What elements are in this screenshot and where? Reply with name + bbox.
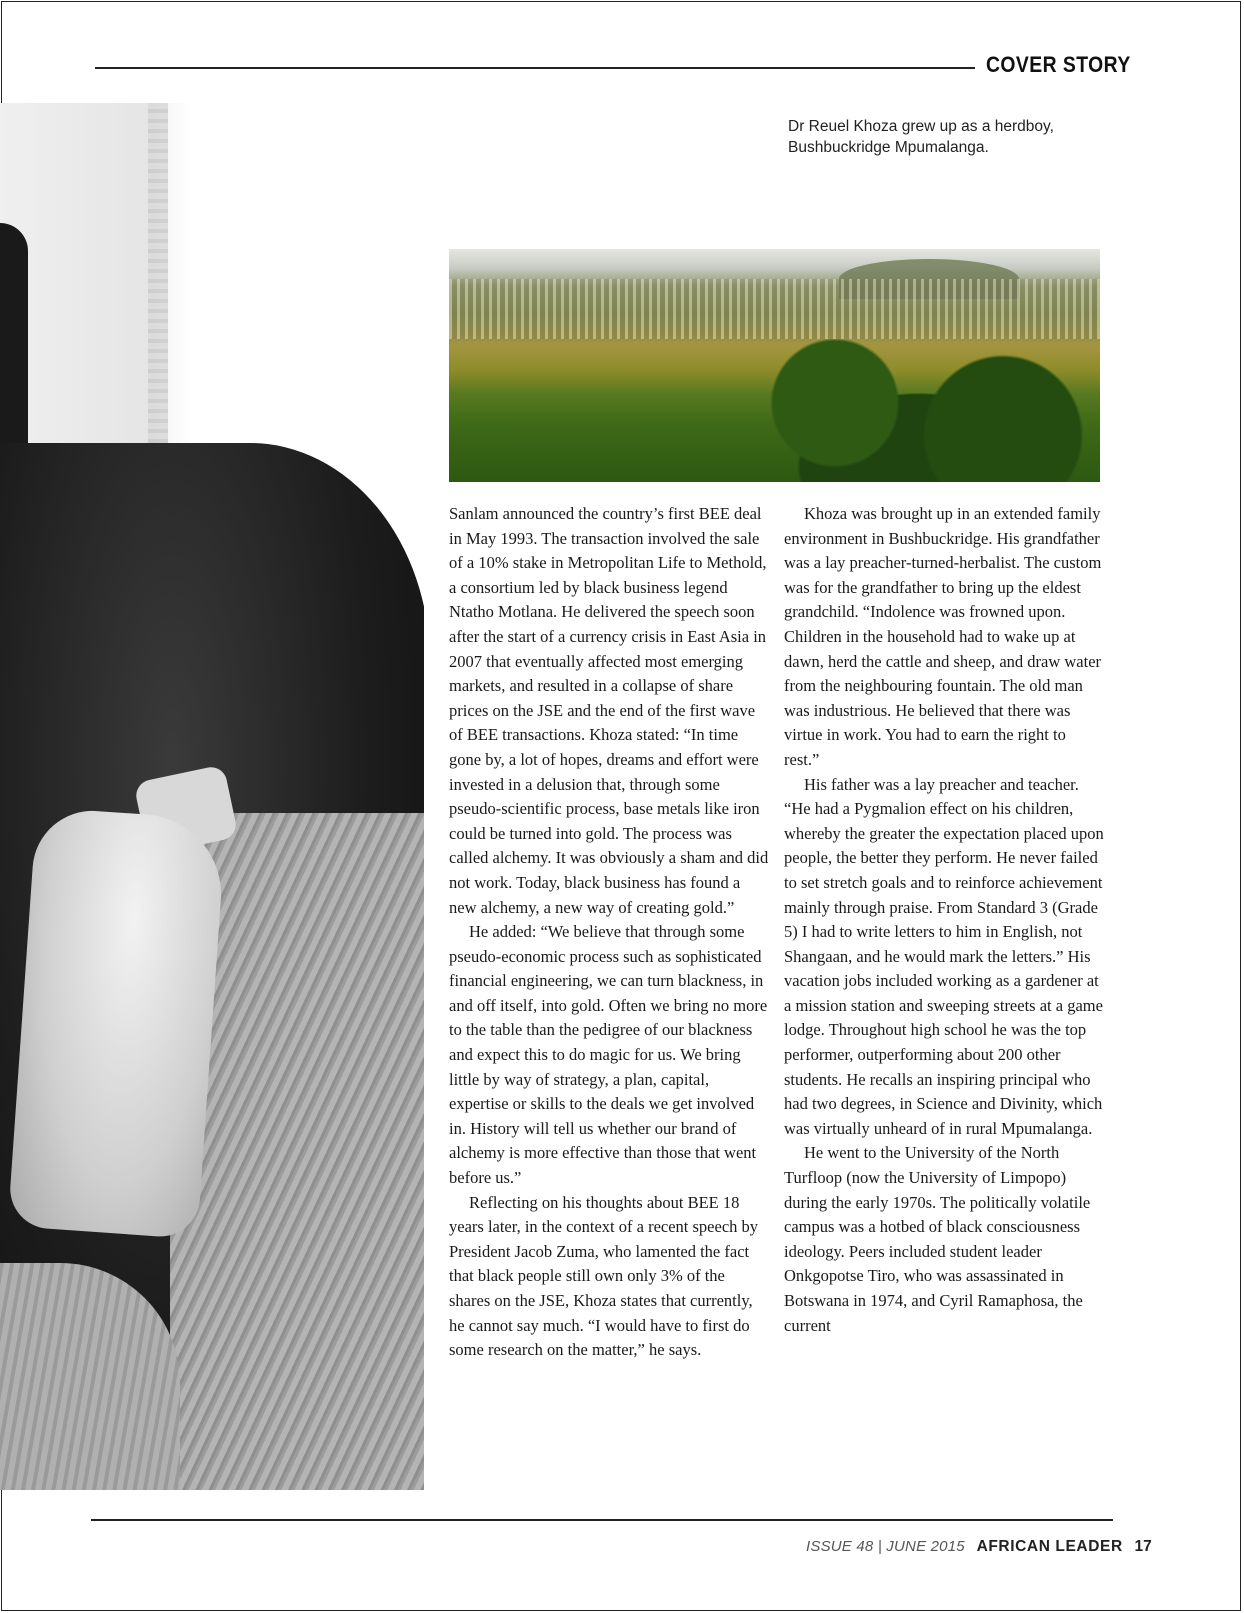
article-paragraph: Sanlam announced the country’s first BEE deal in May 1993. The transaction involved the sale of a 10% stake in Metropolitan Life to Methold, a consortium led by black business legend Ntatho Motlana. He delivered the speech soon after the start of a currency crisis in East Asia in 2007 that eventually affected most emerging markets, and resulted in a collapse of share prices on the JSE and the end of the first wave of BEE transactions. Khoza stated: “In time gone by, a lot of hopes, dreams and effort were invested in a delusion that, through some pseudo-scientific process, base metals like iron could be turned into gold. The process was called alchemy. It was obviously a sham and did not work. Today, black business has found a new alchemy, a new way of creating gold.” [449,504,769,917]
issue-info: ISSUE 48 | JUNE 2015 [806,1538,965,1555]
header-rule [95,67,975,69]
caption-line-1: Dr Reuel Khoza grew up as a herdboy, [788,118,1054,135]
magazine-name: AFRICAN LEADER [976,1538,1123,1555]
article-column-right [784,502,1104,1338]
photo-caption [788,116,1118,158]
landscape-trees [709,339,1100,482]
landscape-town [449,279,1100,339]
page-number: 17 [1134,1538,1152,1555]
portrait-photo [0,103,424,1490]
article-paragraph: His father was a lay preacher and teacher. “He had a Pygmalion effect on his children, whereby the greater the expectation placed upon people, the better they perform. He never failed to set stretch goals and to reinforce achievement mainly through praise. From Standard 3 (Grade 5) I had to write letters to him in English, not Shangaan, and he would mark the letters.” His vacation jobs included working as a gardener at a mission station and sweeping streets at a game lodge. Throughout high school he was the top performer, outperforming about 200 other students. He recalls an inspiring principal who had two degrees, in Science and Divinity, which was virtually unheard of in rural Mpumalanga. [784,774,1104,1138]
caption-line-2: Bushbuckridge Mpumalanga. [788,139,989,156]
article-paragraph: He added: “We believe that through some pseudo-economic process such as sophisticated financial engineering, we can turn blackness, in and off itself, into gold. Often we bring no more to the table than the pedigree of our blackness and expect this to do magic for us. We bring little by way of strategy, a plan, capital, expertise or skills to the deals we get involved in. History will tell us whether our brand of alchemy is more effective than those that went before us.” [449,922,768,1188]
page-footer [806,1538,1152,1556]
article-paragraph: Reflecting on his thoughts about BEE 18 years later, in the context of a recent speech by President Jacob Zuma, who lamented the fact that black people still own only 3% of the shares on the JSE, Khoza states that currently, he cannot say much. “I would have to first do some research on the matter,” he says. [449,1192,759,1360]
section-label: COVER STORY [986,52,1131,77]
portrait-hand [8,807,227,1239]
article-column-left [449,502,769,1363]
landscape-photo [449,249,1100,482]
article-paragraph: Khoza was brought up in an extended family environment in Bushbuckridge. His grandfather was a lay preacher-turned-herbalist. The custom was for the grandfather to bring up the eldest grandchild. “Indolence was frowned upon. Children in the household had to wake up at dawn, herd the cattle and sheep, and draw water from the neighbouring fountain. The old man was industrious. He believed that there was virtue in work. You had to earn the right to rest.” [784,504,1102,769]
footer-rule [91,1519,1113,1521]
article-paragraph: He went to the University of the North Turfloop (now the University of Limpopo) during the early 1970s. The politically volatile campus was a hotbed of black consciousness ideology. Peers included student leader Onkgopotse Tiro, who was assassinated in Botswana in 1974, and Cyril Ramaphosa, the current [784,1143,1091,1335]
